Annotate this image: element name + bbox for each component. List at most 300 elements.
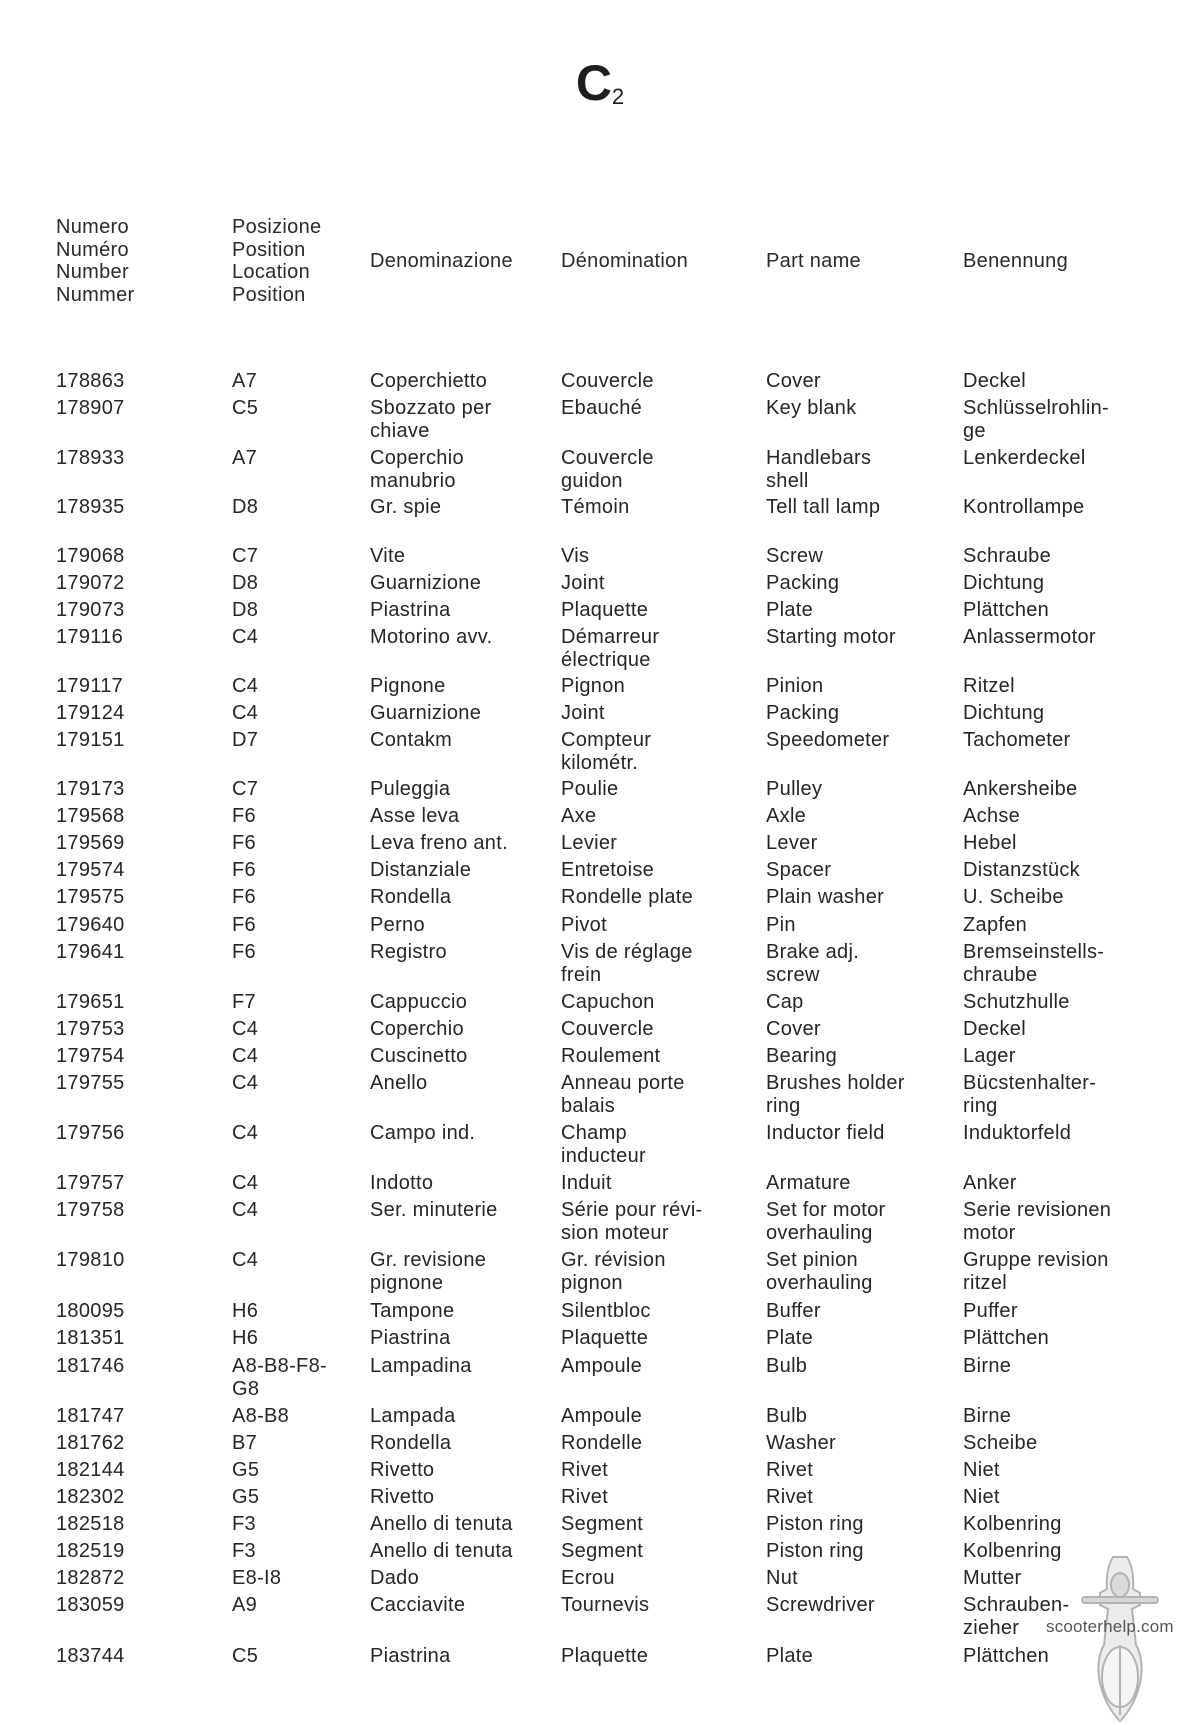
header-line: Part name (766, 250, 861, 272)
cell-text: C5 (232, 397, 259, 419)
cell-text: 179756 (56, 1122, 125, 1144)
cell-text: C4 (232, 1072, 259, 1094)
cell-french-name (561, 991, 655, 1014)
page-title-sub: 2 (611, 84, 625, 109)
cell-english-name (766, 1327, 813, 1350)
cell-position (232, 1018, 258, 1041)
cell-text: C4 (232, 702, 259, 724)
cell-text: Coperchio (370, 1018, 464, 1040)
cell-position (232, 832, 256, 855)
cell-italian-name (370, 1199, 498, 1222)
cell-english-name (766, 702, 839, 725)
cell-text: Joint (561, 702, 605, 724)
cell-text: Bearing (766, 1045, 838, 1067)
cell-german-name (963, 914, 1027, 937)
cell-text: Couvercle (561, 370, 654, 392)
cell-text: Rivetto (370, 1459, 435, 1481)
cell-text: Rivet (766, 1459, 814, 1481)
cell-text: 179151 (56, 729, 125, 751)
cell-english-name (766, 1486, 813, 1509)
cell-english-name (766, 1172, 851, 1195)
cell-text: Plaquette (561, 1327, 649, 1349)
cell-text: F6 (232, 941, 256, 963)
cell-text: C4 (232, 675, 259, 697)
cell-part-number (56, 941, 125, 964)
cell-text: Indotto (370, 1172, 434, 1194)
cell-position (232, 859, 256, 882)
header-italian-name (370, 250, 513, 273)
cell-text: Segment (561, 1540, 644, 1562)
cell-german-name (963, 599, 1049, 622)
cell-text: G5 (232, 1459, 260, 1481)
cell-english-name (766, 397, 857, 420)
cell-text: Bulb (766, 1405, 808, 1427)
cell-english-name (766, 1432, 836, 1455)
cell-german-name (963, 1486, 1000, 1509)
cell-text: 178863 (56, 370, 125, 392)
cell-text: kilométr. (561, 751, 639, 774)
cell-text: Entretoise (561, 859, 655, 881)
cell-english-name (766, 1540, 864, 1563)
cell-italian-name (370, 447, 464, 492)
cell-text: ritzel (963, 1271, 1008, 1294)
cell-position (232, 1594, 257, 1617)
cell-text: G5 (232, 1486, 260, 1508)
cell-part-number (56, 914, 125, 937)
cell-text: Scheibe (963, 1432, 1038, 1454)
cell-text: 179574 (56, 859, 125, 881)
cell-english-name (766, 859, 831, 882)
cell-text: Pulley (766, 778, 823, 800)
cell-position (232, 1513, 256, 1536)
cell-part-number (56, 886, 125, 909)
cell-french-name (561, 1432, 642, 1455)
cell-text: E8-I8 (232, 1567, 282, 1589)
cell-italian-name (370, 572, 481, 595)
cell-text: A8-B8 (232, 1405, 290, 1427)
cell-text: Tournevis (561, 1594, 650, 1616)
cell-text: Dichtung (963, 702, 1045, 724)
cell-text: 182519 (56, 1540, 125, 1562)
cell-position (232, 914, 256, 937)
cell-text: A7 (232, 370, 258, 392)
cell-text: G8 (232, 1377, 260, 1400)
cell-german-name (963, 1072, 1096, 1117)
header-line: Position (232, 283, 306, 306)
cell-french-name (561, 370, 654, 393)
cell-french-name (561, 886, 693, 909)
cell-part-number (56, 702, 125, 725)
cell-text: Cuscinetto (370, 1045, 468, 1067)
cell-english-name (766, 572, 839, 595)
cell-text: 182302 (56, 1486, 125, 1508)
cell-text: D7 (232, 729, 259, 751)
cell-text: Plate (766, 599, 814, 621)
header-line: Number (56, 261, 129, 283)
cell-text: Distanzstück (963, 859, 1080, 881)
cell-text: frein (561, 963, 602, 986)
cell-text: D8 (232, 572, 259, 594)
cell-german-name (963, 1249, 1109, 1294)
cell-text: Cacciavite (370, 1594, 466, 1616)
cell-italian-name (370, 1513, 513, 1536)
cell-part-number (56, 991, 125, 1014)
cell-text: Ankersheibe (963, 778, 1078, 800)
cell-text: 179072 (56, 572, 125, 594)
cell-french-name (561, 702, 605, 725)
cell-text: Set pinion (766, 1249, 858, 1271)
cell-part-number (56, 1018, 125, 1041)
cell-english-name (766, 941, 859, 986)
cell-text: Brake adj. (766, 941, 860, 963)
cell-text: Rondelle (561, 1432, 643, 1454)
cell-german-name (963, 859, 1080, 882)
cell-english-name (766, 1513, 864, 1536)
cell-french-name (561, 1355, 642, 1378)
cell-german-name (963, 1432, 1037, 1455)
cell-position (232, 572, 258, 595)
cell-text: Couvercle (561, 1018, 654, 1040)
cell-position (232, 1072, 258, 1095)
cell-german-name (963, 675, 1015, 698)
cell-text: Tachometer (963, 729, 1071, 751)
cell-text: Roulement (561, 1045, 661, 1067)
cell-french-name (561, 1645, 648, 1668)
cell-text: Bücstenhalter- (963, 1072, 1097, 1094)
cell-position (232, 675, 258, 698)
cell-text: Guarnizione (370, 572, 482, 594)
cell-text: Distanziale (370, 859, 472, 881)
cell-italian-name (370, 370, 487, 393)
cell-text: Pivot (561, 914, 607, 936)
cell-english-name (766, 729, 889, 752)
cell-text: sion moteur (561, 1221, 669, 1244)
cell-english-name (766, 626, 896, 649)
cell-text: Brushes holder (766, 1072, 905, 1094)
cell-part-number (56, 496, 125, 519)
cell-italian-name (370, 886, 451, 909)
cell-text: Bremseinstells- (963, 941, 1105, 963)
cell-german-name (963, 991, 1070, 1014)
cell-italian-name (370, 1594, 465, 1617)
cell-text: Ebauché (561, 397, 643, 419)
cell-text: 179073 (56, 599, 125, 621)
cell-italian-name (370, 1122, 475, 1145)
cell-position (232, 886, 256, 909)
cell-italian-name (370, 1645, 451, 1668)
cell-text: Anneau porte (561, 1072, 685, 1094)
cell-position (232, 778, 258, 801)
cell-part-number (56, 545, 125, 568)
cell-italian-name (370, 599, 451, 622)
cell-text: Deckel (963, 1018, 1026, 1040)
cell-part-number (56, 572, 125, 595)
cell-italian-name (370, 545, 405, 568)
cell-german-name (963, 1018, 1026, 1041)
cell-italian-name (370, 1300, 454, 1323)
cell-italian-name (370, 1172, 433, 1195)
cell-german-name (963, 1405, 1011, 1428)
cell-english-name (766, 1355, 807, 1378)
cell-text: Dado (370, 1567, 420, 1589)
cell-position (232, 447, 257, 470)
cell-part-number (56, 729, 125, 752)
cell-text: Anello di tenuta (370, 1540, 513, 1562)
cell-english-name (766, 1300, 821, 1323)
cell-french-name (561, 545, 589, 568)
cell-german-name (963, 1199, 1111, 1244)
cell-german-name (963, 1327, 1049, 1350)
cell-french-name (561, 496, 630, 519)
cell-position (232, 1645, 258, 1668)
cell-text: 179116 (56, 626, 124, 648)
cell-position (232, 545, 258, 568)
cell-text: Buffer (766, 1300, 821, 1322)
cell-text: F6 (232, 886, 256, 908)
cell-text: Témoin (561, 496, 630, 518)
cell-text: Rivet (561, 1459, 609, 1481)
cell-part-number (56, 370, 125, 393)
cell-french-name (561, 1540, 643, 1563)
cell-german-name (963, 1645, 1049, 1668)
cell-italian-name (370, 496, 441, 519)
cell-text: Piston ring (766, 1540, 864, 1562)
cell-text: Ecrou (561, 1567, 615, 1589)
cell-text: Schrauben- (963, 1594, 1070, 1616)
cell-english-name (766, 496, 880, 519)
cell-english-name (766, 1405, 807, 1428)
cell-german-name (963, 1172, 1017, 1195)
cell-text: Dichtung (963, 572, 1045, 594)
cell-text: Guarnizione (370, 702, 482, 724)
cell-text: ring (766, 1094, 801, 1117)
cell-part-number (56, 447, 125, 470)
cell-text: Puleggia (370, 778, 451, 800)
header-french-name (561, 250, 688, 273)
cell-text: Vite (370, 545, 406, 567)
cell-german-name (963, 729, 1071, 752)
page-title-main: C (575, 55, 612, 111)
cell-position (232, 1122, 258, 1145)
cell-part-number (56, 805, 125, 828)
cell-text: Asse leva (370, 805, 460, 827)
cell-text: Gr. revisione (370, 1249, 487, 1271)
cell-french-name (561, 1327, 648, 1350)
cell-text: Rondelle plate (561, 886, 694, 908)
cell-position (232, 702, 258, 725)
cell-text: chiave (370, 419, 430, 442)
cell-part-number (56, 675, 123, 698)
cell-italian-name (370, 626, 492, 649)
cell-text: Rondella (370, 1432, 452, 1454)
cell-text: ge (963, 419, 986, 442)
cell-text: 179575 (56, 886, 125, 908)
cell-part-number (56, 1199, 125, 1222)
cell-text: Axe (561, 805, 597, 827)
cell-part-number (56, 1045, 125, 1068)
cell-text: 181747 (56, 1405, 125, 1427)
cell-text: Leva freno ant. (370, 832, 508, 854)
cell-text: Inductor field (766, 1122, 885, 1144)
cell-french-name (561, 1172, 612, 1195)
cell-part-number (56, 1072, 125, 1095)
cell-text: ring (963, 1094, 998, 1117)
cell-text: Starting motor (766, 626, 896, 648)
cell-english-name (766, 991, 804, 1014)
cell-text: Rivet (766, 1486, 814, 1508)
cell-position (232, 1432, 257, 1455)
cell-text: C4 (232, 1172, 259, 1194)
cell-italian-name (370, 1355, 472, 1378)
cell-italian-name (370, 1249, 486, 1294)
header-english-name (766, 250, 861, 273)
cell-text: C5 (232, 1645, 259, 1667)
cell-text: Ser. minuterie (370, 1199, 498, 1221)
cell-part-number (56, 778, 125, 801)
cell-text: Armature (766, 1172, 851, 1194)
cell-german-name (963, 1122, 1071, 1145)
cell-text: Cover (766, 1018, 821, 1040)
cell-text: U. Scheibe (963, 886, 1064, 908)
cell-text: 182518 (56, 1513, 125, 1535)
cell-text: C7 (232, 778, 259, 800)
cell-german-name (963, 941, 1104, 986)
cell-text: C4 (232, 1199, 259, 1221)
cell-german-name (963, 1300, 1018, 1323)
cell-text: Démarreur (561, 626, 660, 648)
cell-text: 179640 (56, 914, 125, 936)
cell-french-name (561, 914, 607, 937)
cell-french-name (561, 572, 605, 595)
cell-english-name (766, 778, 822, 801)
cell-part-number (56, 1249, 125, 1272)
cell-text: Induit (561, 1172, 612, 1194)
cell-italian-name (370, 1432, 451, 1455)
header-position (232, 216, 321, 306)
cell-text: Champ (561, 1122, 627, 1144)
cell-text: Niet (963, 1486, 1000, 1508)
cell-text: 179124 (56, 702, 125, 724)
header-line: Position (232, 238, 306, 261)
cell-position (232, 1405, 289, 1428)
cell-text: 179568 (56, 805, 125, 827)
cell-text: C7 (232, 545, 259, 567)
cell-part-number (56, 1486, 125, 1509)
cell-french-name (561, 1405, 642, 1428)
cell-text: F6 (232, 859, 256, 881)
header-line: Nummer (56, 283, 135, 306)
cell-french-name (561, 1199, 703, 1244)
header-line: Numero (56, 216, 129, 238)
cell-text: Bulb (766, 1355, 808, 1377)
cell-text: H6 (232, 1300, 259, 1322)
cell-text: overhauling (766, 1221, 873, 1244)
cell-french-name (561, 1594, 649, 1617)
cell-text: Piston ring (766, 1513, 864, 1535)
cell-position (232, 1540, 256, 1563)
cell-text: 179651 (56, 991, 125, 1013)
header-line: Posizione (232, 216, 322, 238)
cell-part-number (56, 1540, 125, 1563)
cell-text: C4 (232, 1045, 259, 1067)
cell-text: 183059 (56, 1594, 125, 1616)
cell-text: 181746 (56, 1355, 125, 1377)
cell-text: Niet (963, 1459, 1000, 1481)
cell-text: Pin (766, 914, 796, 936)
cell-text: Zapfen (963, 914, 1028, 936)
cell-text: Contakm (370, 729, 453, 751)
cell-text: Hebel (963, 832, 1017, 854)
cell-french-name (561, 599, 648, 622)
header-line: Dénomination (561, 250, 689, 272)
cell-text: F6 (232, 805, 256, 827)
cell-text: Campo ind. (370, 1122, 476, 1144)
cell-german-name (963, 1459, 1000, 1482)
cell-part-number (56, 1459, 125, 1482)
cell-position (232, 1249, 258, 1272)
cell-text: 178933 (56, 447, 125, 469)
cell-text: Pignon (561, 675, 626, 697)
cell-text: Rondella (370, 886, 452, 908)
cell-german-name (963, 496, 1084, 519)
cell-position (232, 1355, 327, 1400)
cell-text: inducteur (561, 1144, 646, 1167)
cell-french-name (561, 832, 617, 855)
cell-italian-name (370, 1018, 464, 1041)
cell-text: Achse (963, 805, 1021, 827)
cell-text: 178935 (56, 496, 125, 518)
cell-text: 179173 (56, 778, 125, 800)
cell-german-name (963, 832, 1017, 855)
cell-position (232, 941, 256, 964)
cell-text: F7 (232, 991, 256, 1013)
cell-text: 179810 (56, 1249, 125, 1271)
cell-italian-name (370, 859, 471, 882)
cell-part-number (56, 1300, 125, 1323)
cell-text: overhauling (766, 1271, 873, 1294)
cell-text: pignone (370, 1271, 444, 1294)
cell-text: A7 (232, 447, 258, 469)
cell-german-name (963, 1567, 1021, 1590)
cell-text: motor (963, 1221, 1016, 1244)
cell-italian-name (370, 1486, 434, 1509)
cell-english-name (766, 1567, 798, 1590)
cell-text: C4 (232, 1249, 259, 1271)
cell-text: Birne (963, 1405, 1012, 1427)
cell-text: Segment (561, 1513, 644, 1535)
cell-italian-name (370, 1072, 427, 1095)
cell-german-name (963, 1045, 1016, 1068)
cell-text: Lenkerdeckel (963, 447, 1086, 469)
cell-english-name (766, 447, 871, 492)
cell-text: A9 (232, 1594, 258, 1616)
cell-text: Tampone (370, 1300, 455, 1322)
cell-text: Couvercle (561, 447, 654, 469)
cell-english-name (766, 599, 813, 622)
cell-german-name (963, 397, 1109, 442)
cell-german-name (963, 447, 1086, 470)
cell-text: F6 (232, 914, 256, 936)
cell-french-name (561, 778, 618, 801)
cell-text: Coperchietto (370, 370, 487, 392)
cell-text: F6 (232, 832, 256, 854)
cell-position (232, 1459, 259, 1482)
cell-text: Rivet (561, 1486, 609, 1508)
cell-french-name (561, 1249, 666, 1294)
cell-text: Lampada (370, 1405, 456, 1427)
cell-french-name (561, 447, 654, 492)
cell-text: A8-B8-F8- (232, 1355, 327, 1377)
